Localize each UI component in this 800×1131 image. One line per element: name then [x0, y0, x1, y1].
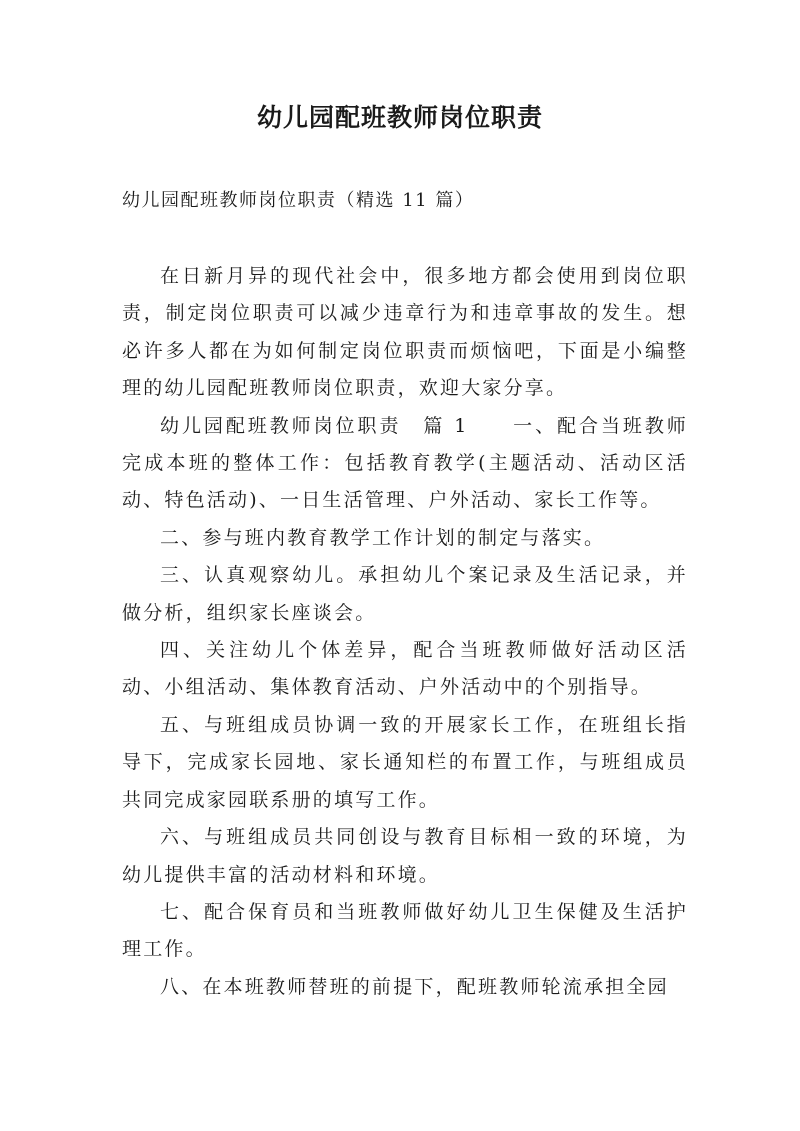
duty-paragraph-2: 二、参与班内教育教学工作计划的制定与落实。 — [160, 526, 606, 549]
duty-paragraph-6: 六、与班组成员共同创设与教育目标相一致的环境，为幼儿提供丰富的活动材料和环境。 — [122, 826, 688, 886]
duty-paragraph-8: 八、在本班教师替班的前提下，配班教师轮流承担全园 — [160, 975, 669, 998]
intro-paragraph: 在日新月异的现代社会中，很多地方都会使用到岗位职责，制定岗位职责可以减少违章行为和违章事故的发生。想必许多人都在为如何制定岗位职责而烦恼吧，下面是小编整理的幼儿园配班教师岗位职责，欢迎大家分享。 — [122, 265, 688, 400]
duty-paragraph-5: 五、与班组成员协调一致的开展家长工作，在班组长指导下，完成家长园地、家长通知栏的布置工作，与班组成员共同完成家园联系册的填写工作。 — [122, 713, 688, 811]
duty-paragraph-3: 三、认真观察幼儿。承担幼儿个案记录及生活记录，并做分析，组织家长座谈会。 — [122, 564, 688, 624]
document-subtitle: 幼儿园配班教师岗位职责（精选 11 篇） — [122, 190, 475, 211]
duty-paragraph-7: 七、配合保育员和当班教师做好幼儿卫生保健及生活护理工作。 — [122, 900, 688, 961]
duty-paragraph-4: 四、关注幼儿个体差异，配合当班教师做好活动区活动、小组活动、集体教育活动、户外活动中的个别指导。 — [122, 639, 688, 699]
duty-paragraph-1: 幼儿园配班教师岗位职责 篇 1 一、配合当班教师完成本班的整体工作：包括教育教学(主题活动、活动区活动、特色活动)、一日生活管理、户外活动、家长工作等。 — [122, 414, 688, 512]
document-body — [122, 258, 688, 1006]
document-title: 幼儿园配班教师岗位职责 — [256, 103, 543, 132]
